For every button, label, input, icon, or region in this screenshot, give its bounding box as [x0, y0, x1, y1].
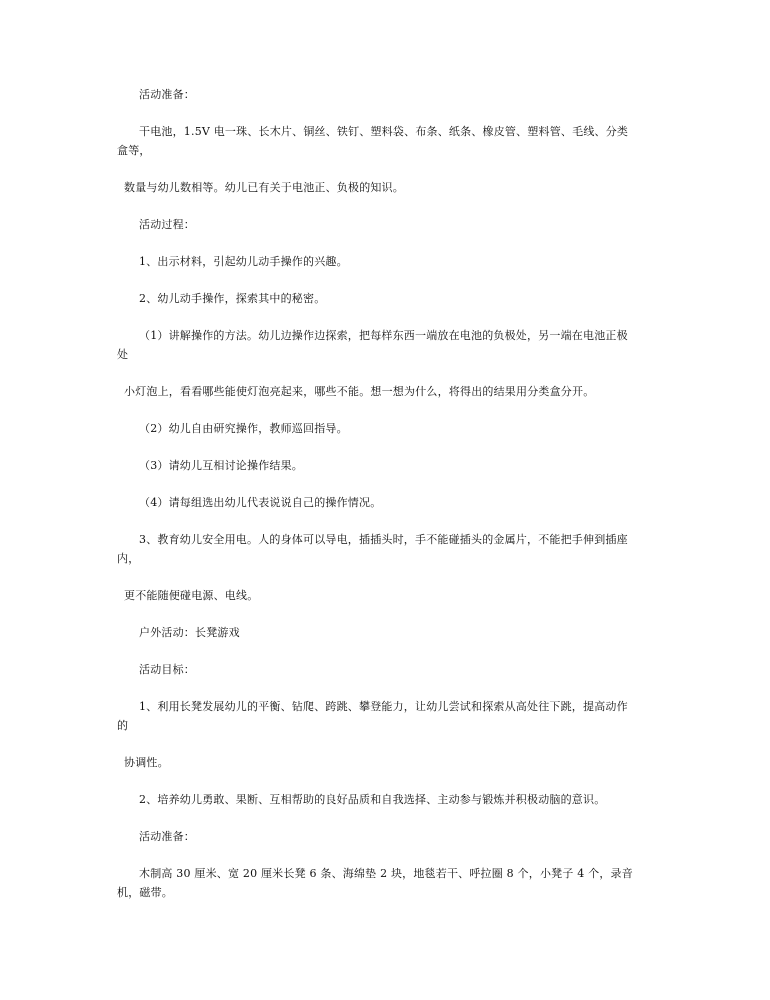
paragraph-materials-line-1: 干电池，1.5V 电一珠、长木片、铜丝、铁钉、塑料袋、布条、纸条、橡皮管、塑料管、毛线、分类 — [139, 125, 629, 138]
step-3-line-3: 更不能随便碰电源、电线。 — [124, 589, 259, 602]
substep-4: （4）请每组选出幼儿代表说说自己的操作情况。 — [139, 496, 382, 509]
goal-2: 2、培养幼儿勇敢、果断、互相帮助的良好品质和自我选择、主动参与锻炼并积极动脑的意识。 — [139, 793, 606, 806]
step-2: 2、幼儿动手操作，探索其中的秘密。 — [139, 292, 326, 305]
heading-activity-goals: 活动目标： — [139, 663, 195, 676]
step-3-line-2: 内， — [117, 552, 140, 565]
substep-3: （3）请幼儿互相讨论操作结果。 — [139, 459, 303, 472]
heading-activity-preparation-2: 活动准备： — [139, 830, 195, 843]
substep-1-line-1: （1）讲解操作的方法。幼儿边操作边探索，把每样东西一端放在电池的负极处，另一端在电池正极 — [139, 329, 628, 342]
heading-activity-preparation: 活动准备： — [139, 88, 195, 101]
paragraph-materials-line-2: 盒等， — [117, 144, 151, 157]
substep-1-line-2: 处 — [117, 348, 129, 361]
goal-1-line-1: 1、利用长凳发展幼儿的平衡、钻爬、跨跳、攀登能力，让幼儿尝试和探索从高处往下跳，提高动作 — [139, 700, 628, 713]
substep-1-line-3: 小灯泡上，看看哪些能使灯泡亮起来，哪些不能。想一想为什么，将得出的结果用分类盒分开。 — [124, 385, 595, 398]
preparation-2-line-1: 木制高 30 厘米、宽 20 厘米长凳 6 条、海绵垫 2 块，地毯若干、呼拉圈 8 个，小凳子 4 个，录音 — [139, 867, 633, 880]
step-3-line-1: 3、教育幼儿安全用电。人的身体可以导电，插插头时，手不能碰插头的金属片，不能把手伸到插座 — [139, 533, 628, 546]
step-1: 1、出示材料，引起幼儿动手操作的兴趣。 — [139, 255, 348, 268]
heading-activity-process: 活动过程： — [139, 218, 195, 231]
goal-1-line-3: 协调性。 — [124, 756, 169, 769]
paragraph-materials-line-3: 数量与幼儿数相等。幼儿已有关于电池正、负极的知识。 — [124, 181, 404, 194]
heading-outdoor-activity: 户外活动：长凳游戏 — [139, 626, 240, 639]
goal-1-line-2: 的 — [117, 719, 129, 732]
preparation-2-line-2: 机，磁带。 — [117, 886, 173, 899]
substep-2: （2）幼儿自由研究操作，教师巡回指导。 — [139, 422, 348, 435]
